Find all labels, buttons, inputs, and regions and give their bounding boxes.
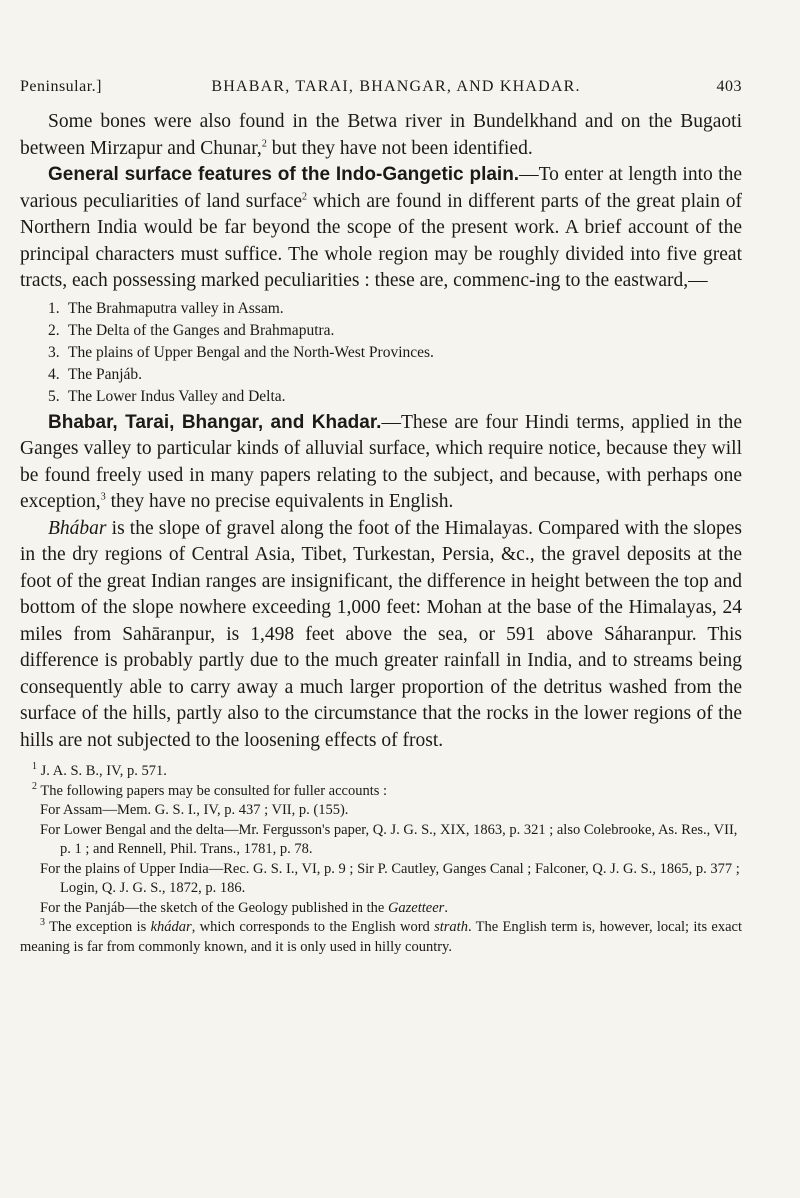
header-title: BHABAR, TARAI, BHANGAR, AND KHADAR. xyxy=(211,78,581,95)
footnote-3: $^3$ The exception is khádar, which corresponds to the English word strath. The English term is, however, local; its exact meaning is far from commonly known, and it is only used in hilly country. xyxy=(20,917,742,955)
paragraph-text: is the slope of gravel along the foot of the Himalayas. Compared with the slopes in the dry regions of Central Asia, Tibet, Turkestan, Persia, &c., the gravel deposits at the foot of the great Indian ranges are insignificant, the difference in height between the top and bottom of the slope nowhere exceeding 1,000 feet: Mohan at the base of the Himalayas, 24 miles from Sahāranpur, is 1,498 feet above the sea, or 591 above Sáharanpur. This difference is probably partly due to the much greater rainfall in India, and to streams being consequently able to carry away a much larger proportion of the detritus washed from the surface of the hills, partly also to the circumstance that the rocks in the lower regions of the hills are not subjected to the loosening effects of frost. xyxy=(20,517,742,751)
footnote-2-line: For the Panjáb—the sketch of the Geology published in the Gazetteer. xyxy=(40,899,448,916)
paragraph-text: —These are four Hindi terms, applied in the Ganges valley to particular kinds of alluvial surface, which require notice, because they will be found freely used in many papers relating to the subject, and because, with perhaps one exception, xyxy=(20,411,743,512)
list-item: 2. The Delta of the Ganges and Brahmaputra. xyxy=(48,321,335,339)
footnote-2-line: For the plains of Upper India—Rec. G. S. I., VI, p. 9 ; Sir P. Cautley, Ganges Canal ; Falconer, Q. J. G. S., 1865, p. 377 ; Login, Q. J. G. S., 1872, p. 186. xyxy=(40,860,740,896)
footnote-ref: 2 xyxy=(261,138,267,149)
footnote-2: $^2$ The following papers may be consulted for fuller accounts : xyxy=(32,780,388,799)
list-item: 5. The Lower Indus Valley and Delta. xyxy=(48,387,286,405)
footnote-ref: 2 xyxy=(302,191,308,202)
paragraph-text: which are found in different parts of the great plain of Northern India would be far beyond the scope of the present work. A brief account of the principal characters must suffice. The whole region may be roughly divided into five great tracts, each possessing marked peculiarities : these are, commenc-ing to the eastward,— xyxy=(20,190,742,291)
page-number: 403 xyxy=(716,78,742,95)
footnote-2-line: For Lower Bengal and the delta—Mr. Fergusson's paper, Q. J. G. S., XIX, 1863, p. 321 ; also Colebrooke, As. Res., VII, p. 1 ; and Rennell, Phil. Trans., 1781, p. 78. xyxy=(40,821,738,857)
page xyxy=(20,78,742,957)
list-item: 1. The Brahmaputra valley in Assam. xyxy=(48,299,284,317)
header-section-label: Peninsular.] xyxy=(20,78,102,95)
footnote-ref: 3 xyxy=(100,491,106,503)
paragraph-text: —To enter at length into the various peculiarities of land surface xyxy=(20,164,742,212)
paragraph-text: they have no precise equivalents in English. xyxy=(105,491,454,512)
footnote-1: $^1$ J. A. S. B., IV, p. 571. xyxy=(32,761,167,779)
running-header xyxy=(20,78,742,96)
list-item: 4. The Panjáb. xyxy=(48,365,143,383)
footnote-2-line: For Assam—Mem. G. S. I., IV, p. 437 ; VII, p. (155). xyxy=(40,802,349,818)
list-item: 3. The plains of Upper Bengal and the North-West Provinces. xyxy=(48,343,434,361)
footnotes xyxy=(20,762,742,957)
paragraph-text: Some bones were also found in the Betwa river in Bundelkhand and on the Bugaoti between Mirzapur and Chunar, xyxy=(20,111,742,159)
paragraph-hindi-terms xyxy=(20,410,742,516)
term-bhabar: Bhábar xyxy=(48,517,107,539)
paragraph-surface-features xyxy=(20,162,742,295)
regions-list xyxy=(20,298,742,408)
section-heading-surface-features: General surface features of the Indo-Gangetic plain. xyxy=(48,164,520,185)
paragraph-text: but they have not been identified. xyxy=(266,137,533,159)
paragraph-bones xyxy=(20,109,742,162)
paragraph-bhabar xyxy=(20,516,742,755)
section-heading-bhabar-tarai: Bhabar, Tarai, Bhangar, and Khadar. xyxy=(48,411,382,433)
